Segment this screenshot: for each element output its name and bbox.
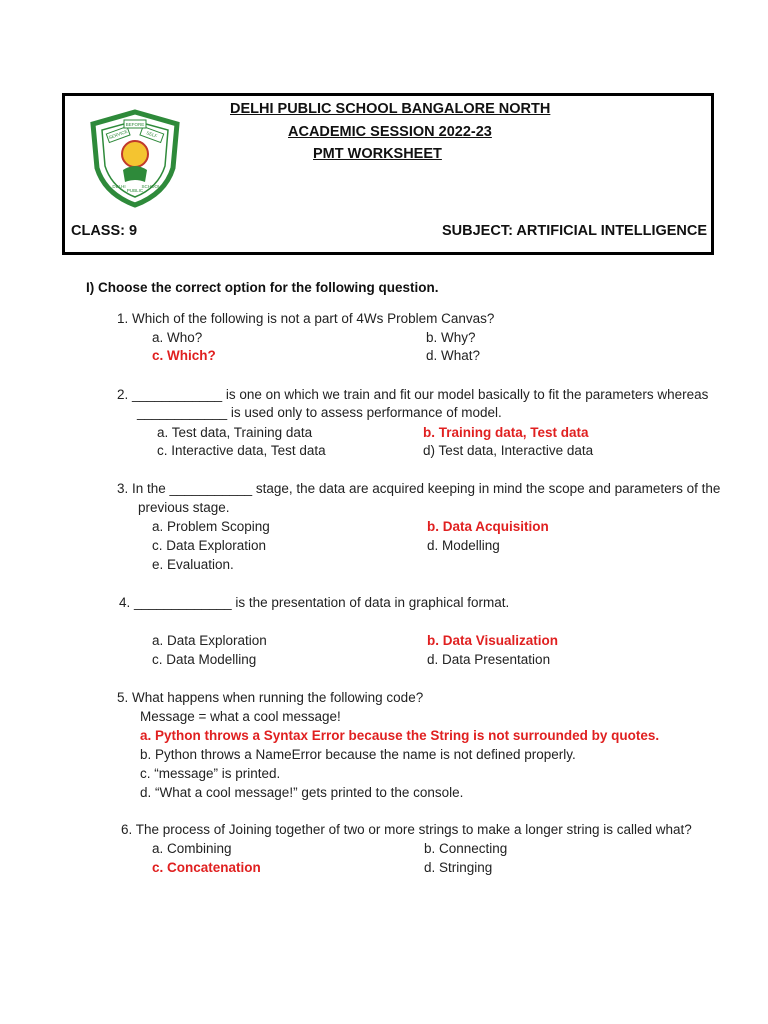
question-2-option-d: d) Test data, Interactive data: [423, 443, 594, 458]
logo-text-school: SCHOOL: [141, 184, 161, 189]
question-4-option-a: a. Data Exploration: [152, 633, 267, 648]
question-3-option-a: a. Problem Scoping: [152, 519, 270, 534]
question-1-option-b: b. Why?: [426, 330, 476, 345]
question-6-option-b: b. Connecting: [424, 841, 508, 856]
worksheet-title: PMT WORKSHEET: [313, 146, 442, 162]
question-5-code: Message = what a cool message!: [140, 709, 341, 724]
school-name: DELHI PUBLIC SCHOOL BANGALORE NORTH: [230, 101, 551, 117]
logo-text-self: SELF: [145, 130, 158, 139]
question-2-option-c: c. Interactive data, Test data: [157, 443, 326, 458]
question-3-text-line1: 3. In the ___________ stage, the data are acquired keeping in mind the scope and parameters of the: [117, 481, 721, 496]
question-6-text: 6. The process of Joining together of two or more strings to make a longer string is called what?: [121, 822, 692, 837]
question-5-option-d: d. “What a cool message!” gets printed to the console.: [140, 785, 464, 800]
worksheet-header: [62, 93, 714, 255]
section-title: I) Choose the correct option for the following question.: [86, 280, 439, 295]
question-5-option-c: c. “message” is printed.: [140, 766, 281, 781]
question-6-option-a: a. Combining: [152, 841, 232, 856]
question-1-option-c-answer: c. Which?: [152, 348, 216, 363]
question-3-text-line2: previous stage.: [138, 500, 230, 515]
question-1-option-d: d. What?: [426, 348, 481, 363]
logo-text-public: PUBLIC: [126, 188, 144, 193]
question-5-option-a-answer: a. Python throws a Syntax Error because the String is not surrounded by quotes.: [140, 728, 660, 743]
question-1-text: 1. Which of the following is not a part of 4Ws Problem Canvas?: [117, 311, 495, 326]
academic-session: ACADEMIC SESSION 2022-23: [288, 124, 492, 140]
question-4-text: 4. _____________ is the presentation of data in graphical format.: [119, 595, 510, 610]
question-3-option-c: c. Data Exploration: [152, 538, 267, 553]
question-4-option-c: c. Data Modelling: [152, 652, 257, 667]
logo-text-before: BEFORE: [125, 122, 145, 127]
question-2-option-b-answer: b. Training data, Test data: [423, 425, 589, 440]
logo-text-service: SERVICE: [108, 128, 129, 141]
subject-label: SUBJECT: ARTIFICIAL INTELLIGENCE: [442, 223, 708, 239]
question-6-option-d: d. Stringing: [424, 860, 493, 875]
question-3-option-d: d. Modelling: [427, 538, 500, 553]
question-6-option-c-answer: c. Concatenation: [152, 860, 261, 875]
logo-text-delhi: DELHI: [112, 184, 126, 189]
question-2-text-line1: 2. ____________ is one on which we train and fit our model basically to fit the parameters whereas: [117, 387, 709, 402]
question-1-option-a: a. Who?: [152, 330, 203, 345]
question-5-option-b: b. Python throws a NameError because the name is not defined properly.: [140, 747, 576, 762]
question-5-text: 5. What happens when running the following code?: [117, 690, 424, 705]
school-crest-logo: [85, 108, 185, 208]
question-3-option-e: e. Evaluation.: [152, 557, 234, 572]
question-3-option-b-answer: b. Data Acquisition: [427, 519, 549, 534]
question-4-option-d: d. Data Presentation: [427, 652, 551, 667]
question-2-option-a: a. Test data, Training data: [157, 425, 313, 440]
question-2-text-line2: ____________ is used only to assess performance of model.: [137, 405, 502, 420]
class-label: CLASS: 9: [71, 223, 138, 239]
question-4-option-b-answer: b. Data Visualization: [427, 633, 559, 648]
